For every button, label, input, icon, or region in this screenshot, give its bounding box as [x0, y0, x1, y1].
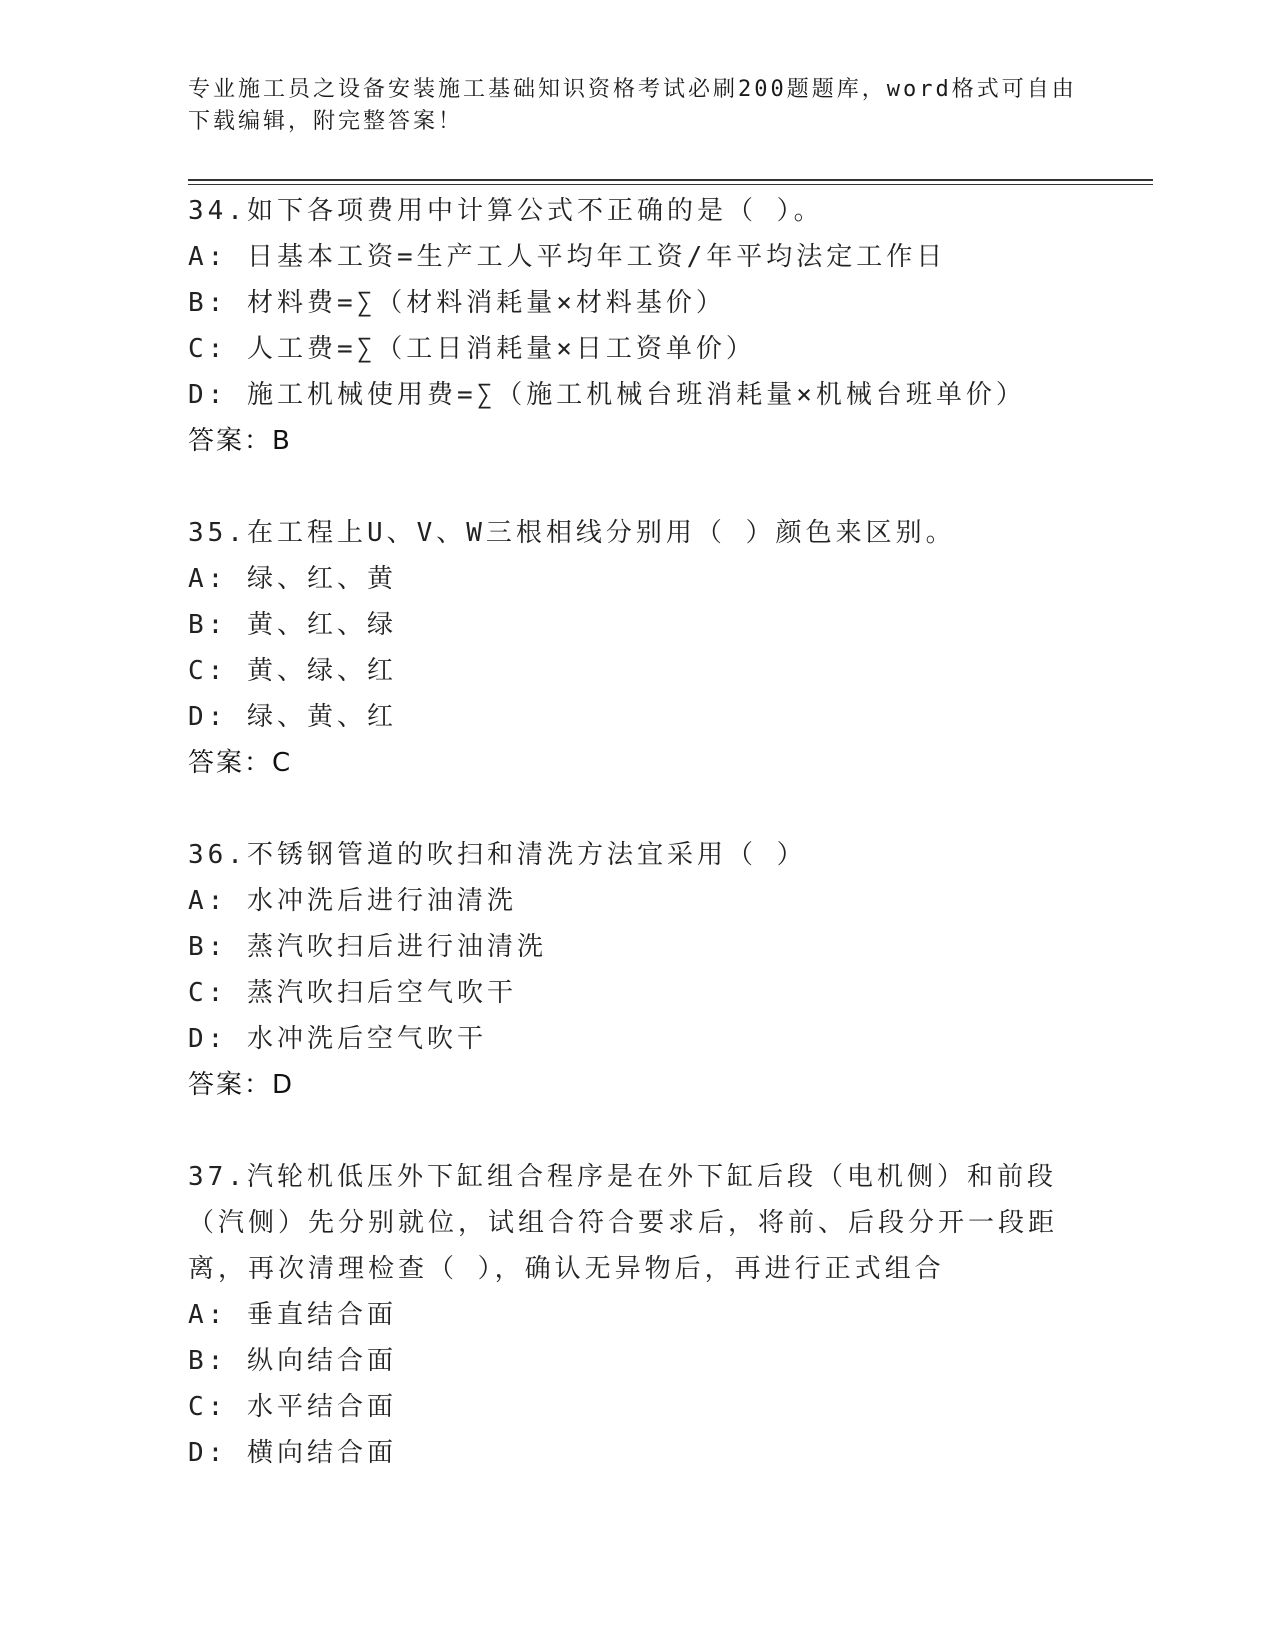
option-a: A: 水冲洗后进行油清洗 — [188, 886, 517, 916]
header-divider-thin — [188, 184, 1153, 185]
question-37 — [188, 1154, 1088, 1476]
answer-label: 答案： — [188, 748, 273, 778]
question-stem: 36.不锈钢管道的吹扫和清洗方法宜采用（ ） — [188, 840, 807, 870]
answer-value: D — [272, 1070, 295, 1100]
question-stem: 37.汽轮机低压外下缸组合程序是在外下缸后段（电机侧）和前段（汽侧）先分别就位，试组合符合要求后，将前、后段分开一段距离，再次清理检查（ ），确认无异物后，再进行正式组合 — [188, 1162, 1059, 1284]
answer-label: 答案： — [188, 426, 273, 456]
answer-line — [188, 1062, 1088, 1108]
question-stem: 35.在工程上U、V、W三根相线分别用（ ）颜色来区别。 — [188, 518, 956, 548]
answer-line — [188, 740, 1088, 786]
document-header — [188, 74, 1088, 138]
option-b: B: 蒸汽吹扫后进行油清洗 — [188, 932, 547, 962]
option-c: C: 人工费=∑（工日消耗量×日工资单价） — [188, 334, 756, 364]
option-d: D: 水冲洗后空气吹干 — [188, 1024, 487, 1054]
answer-line — [188, 418, 1088, 464]
option-d: D: 绿、黄、红 — [188, 702, 397, 732]
header-divider-thick — [188, 179, 1153, 181]
option-b: B: 黄、红、绿 — [188, 610, 397, 640]
option-b: B: 材料费=∑（材料消耗量×材料基价） — [188, 288, 726, 318]
question-36 — [188, 832, 1088, 1108]
option-b: B: 纵向结合面 — [188, 1346, 397, 1376]
answer-value: B — [272, 426, 292, 456]
option-a: A: 日基本工资=生产工人平均年工资/年平均法定工作日 — [188, 242, 947, 272]
header-line-1: 专业施工员之设备安装施工基础知识资格考试必刷200题题库，word格式可自由 — [188, 77, 1077, 102]
option-c: C: 黄、绿、红 — [188, 656, 397, 686]
answer-value: C — [272, 748, 293, 778]
option-a: A: 垂直结合面 — [188, 1300, 397, 1330]
option-d: D: 横向结合面 — [188, 1438, 397, 1468]
question-35 — [188, 510, 1088, 786]
header-line-2: 下载编辑，附完整答案！ — [188, 109, 464, 134]
option-d: D: 施工机械使用费=∑（施工机械台班消耗量×机械台班单价） — [188, 380, 1026, 410]
option-a: A: 绿、红、黄 — [188, 564, 397, 594]
question-list — [188, 188, 1088, 1522]
question-stem: 34.如下各项费用中计算公式不正确的是（ ）。 — [188, 196, 824, 226]
answer-label: 答案： — [188, 1070, 273, 1100]
question-34 — [188, 188, 1088, 464]
option-c: C: 水平结合面 — [188, 1392, 397, 1422]
option-c: C: 蒸汽吹扫后空气吹干 — [188, 978, 517, 1008]
